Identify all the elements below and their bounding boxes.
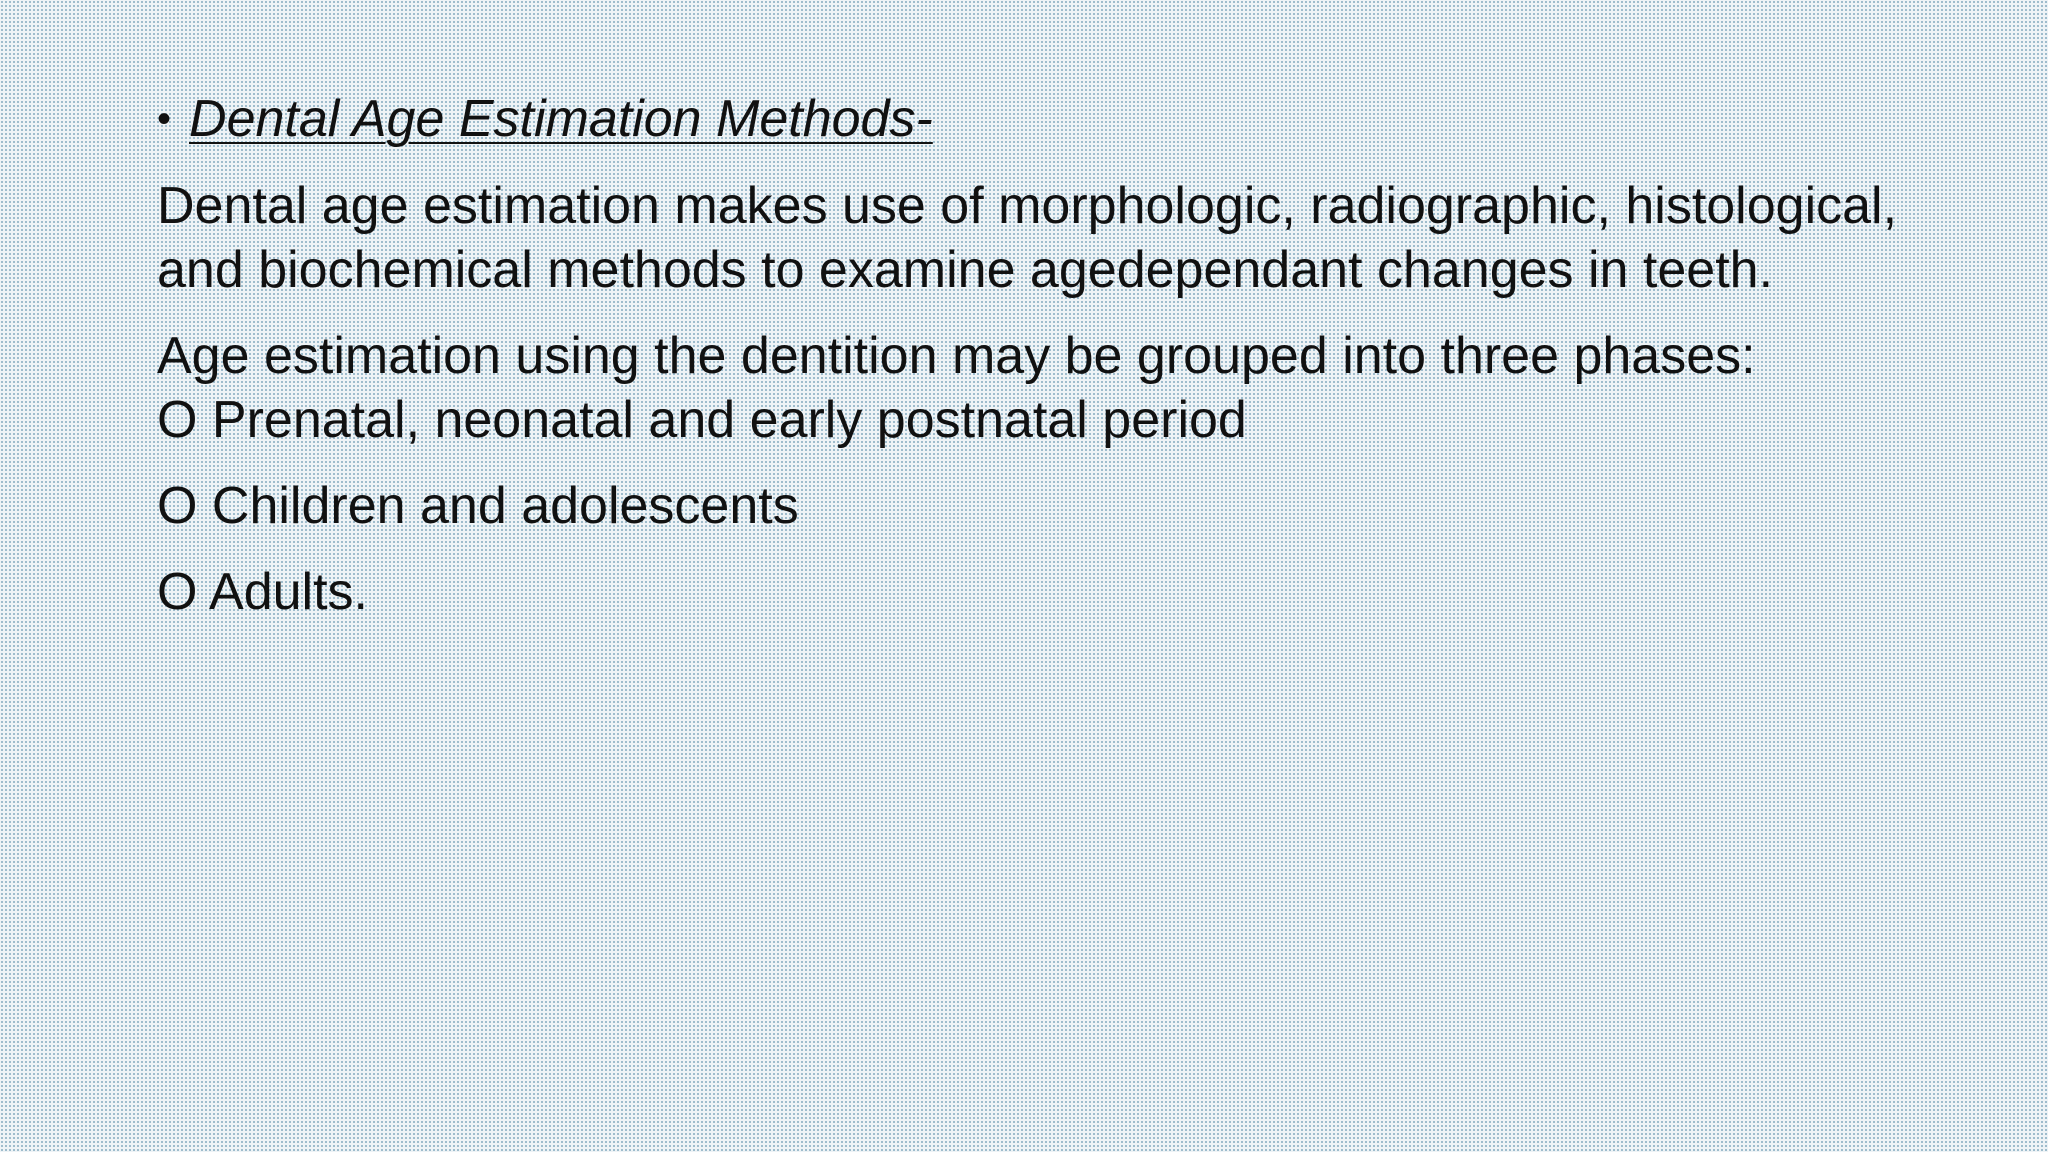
slide-heading: Dental Age Estimation Methods- [189, 90, 933, 148]
paragraph-phases-intro: Age estimation using the dentition may be grouped into three phases: [157, 327, 1756, 385]
phase-item-prenatal: O Prenatal, neonatal and early postnatal period [157, 391, 1247, 449]
phase-item-children: O Children and adolescents [157, 477, 799, 535]
paragraph-methods: Dental age estimation makes use of morphologic, radiographic, histological, and biochemical methods to examine agedependant changes in teeth. [157, 177, 1898, 299]
slide-content [157, 88, 1957, 646]
heading-row [157, 88, 1957, 154]
phase-item-adults: O Adults. [157, 563, 368, 621]
bullet-icon: • [157, 97, 172, 141]
